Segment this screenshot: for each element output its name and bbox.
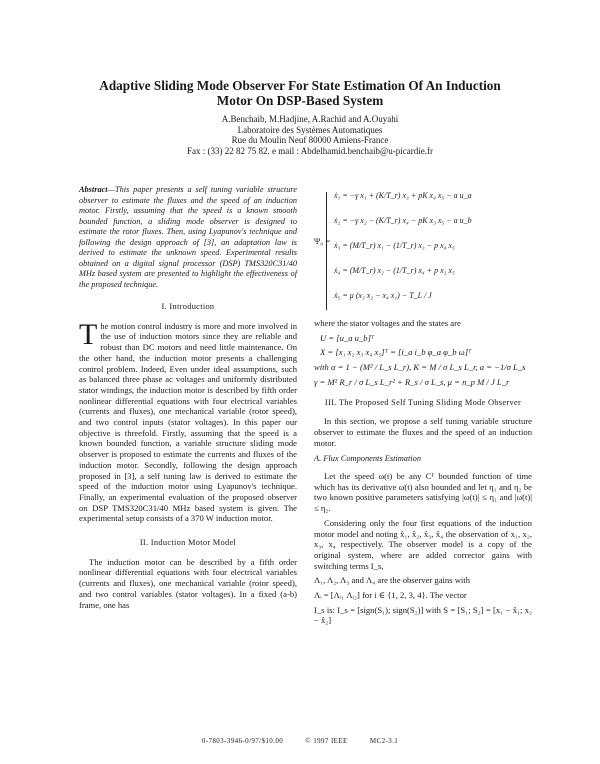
where-text: where the stator voltages and the states are — [314, 318, 461, 328]
flux-paragraph-4: Λᵢ = [Λᵢ₁ Λᵢ₂] for i ∈ {1, 2, 3, 4}. The vector — [314, 590, 467, 601]
flux-paragraph-5: I_s is: I_s = [sign(S₁); sign(S₂)] with S = [S₁; S₂] = [x₁ − x̂₁; x₂ − x̂₂] — [314, 604, 532, 626]
section-heading-model: II. Induction Motor Model — [139, 538, 237, 548]
authors: A.Benchaib, M.Hadjine, A.Rachid and A.Ouyahi — [221, 114, 399, 124]
section-heading-observer: III. The Proposed Self Tuning Sliding Mode Observer — [324, 397, 522, 407]
section-heading-introduction: I. Introduction — [161, 302, 215, 311]
parameter-definitions-1: with α = 1 − (M² / L_s L_r), K = M / σ L_s L_r, a = −1/σ L_s — [314, 362, 526, 373]
parameter-definitions-2: γ = M² R_r / σ L_s L_r² + R_s / σ L_s, μ = n_p M / J L_r — [314, 376, 510, 387]
equation-line-5: ẋ₅ = μ (x₃ x₂ − x₄ x₁) − T_L / J — [334, 291, 432, 300]
contact-info: Fax : (33) 22 82 75 82. e mail : Abdelhamid.benchaib@u-picardie.fr — [187, 145, 433, 156]
title-line-1: Adaptive Sliding Mode Observer For State Estimation Of An Induction — [99, 78, 501, 93]
system-label: Ψ₀ = — [314, 236, 331, 246]
page-footer — [150, 737, 450, 745]
equation-line-1: ẋ₁ = −γ x₁ + (K/T_r) x₃ + pK x₄ x₅ − a u_a — [334, 191, 472, 200]
title-line-2: Motor On DSP-Based System — [216, 93, 384, 108]
equation-line-4: ẋ₄ = (M/T_r) x₂ − (1/T_r) x₄ + p x₃ x₅ — [334, 266, 455, 275]
footer-page-number: MC2-3.1 — [369, 737, 399, 745]
footer-isbn: 0-7803-3946-0/97/$10.00 — [201, 737, 284, 745]
intro-paragraph — [79, 317, 297, 524]
abstract-label: Abstract — [79, 185, 108, 194]
equation-brace — [326, 192, 332, 310]
model-paragraph: The induction motor can be described by a fifth order nonlinear differential equations with four electrical variables (currents and fluxes), one mechanical variable (rotor speed), and two control variables (stator voltages). In a fixed (a-b) frame, one has — [79, 556, 297, 610]
flux-paragraph-1: Let the speed ω(t) be any C¹ bounded function of time which has its derivative ω̇(t) also bounded and let η₁ and η₂ be two known positive parameters satisfying |ω(t)| ≤ η₁ and |ω̇(t)| ≤ η₂. — [314, 471, 532, 514]
affiliation-lab: Laboratoire des Systèmes Automatiques — [237, 124, 383, 135]
paper-title — [60, 78, 540, 108]
input-vector-definition: U = [u_a u_b]ᵀ — [320, 332, 375, 343]
subsection-heading-flux: A. Flux Components Estimation — [314, 454, 422, 464]
equation-line-3: ẋ₃ = (M/T_r) x₁ − (1/T_r) x₃ − p x₄ x₅ — [334, 241, 455, 250]
abstract-text: —This paper presents a self tuning variable structure observer to estimate the fluxes and the speed of an induction motor. Firstly, assuming that the speed is a known smooth bounded function, a sliding mode observer is designed to estimate the rotor fluxes. Then, using Lyapunov's technique and following the design approach of [3], an adaptation law is derived to estimate the unknown speed. Experimental results obtained on a digital signal processor (DSP) TMS320C31/40 MHz based system are presented to highlight the effectiveness of the proposed technique. — [79, 185, 297, 289]
footer-copyright: © 1997 IEEE — [305, 737, 348, 745]
equation-line-2: ẋ₂ = −γ x₂ − (K/T_r) x₄ − pK x₃ x₅ − a u_b — [334, 216, 472, 225]
left-column-body — [79, 292, 297, 614]
right-column-body — [314, 318, 532, 630]
drop-cap: T — [79, 317, 98, 351]
intro-text: he motion control industry is more and more involved in the use of induction motors since they are reliable and robust than DC motors and need little maintenance. On the other hand, the induction motor presents a challenging control problem. Indeed, Even under ideal assumptions, such as balanced three phase ac voltages and uniformly distributed stator windings, the induction motor is described by fifth order nonlinear differential equations with four electrical variables (currents and fluxes), one mechanical variable (rotor speed), and two control inputs (stator voltages). In this paper our objective is threefold. Firstly, assuming that the speed is a known bounded function, a variable structure sliding mode observer is proposed to estimate the currents and fluxes of the induction motor. Secondly, following the design approach proposed in [3], a self tuning law is derived to estimate the speed of the induction motor using Lyapunov's technique. Finally, an experimental evaluation of the proposed observer on DSP TMS320C31/40 MHz based system is given. The experimental setup consists of a 370 W induction motor. — [79, 320, 297, 524]
flux-paragraph-3: Λ₁, Λ₂, Λ₃ and Λ₄ are the observer gains with — [314, 575, 470, 586]
affiliation-address: Rue du Moulin Neuf 80000 Amiens-France — [231, 135, 389, 145]
state-vector-definition: X = [x₁ x₂ x₃ x₄ x₅]ᵀ = [i_a i_b φ_a φ_b ω]ᵀ — [320, 347, 472, 358]
author-block — [120, 114, 500, 156]
observer-paragraph: In this section, we propose a self tuning variable structure observer to estimate the fluxes and the speed of an induction motor. — [314, 416, 532, 448]
flux-paragraph-2: Considering only the four first equations of the induction motor model and noting x̂₁, x̂₂, x̂₃, x̂₄ the observation of x₁, x₂, x₃, x₄ respectively. The observer model is a copy of the original system, where are added corrector gains with switching terms I_s, — [314, 517, 532, 571]
abstract — [79, 185, 297, 290]
